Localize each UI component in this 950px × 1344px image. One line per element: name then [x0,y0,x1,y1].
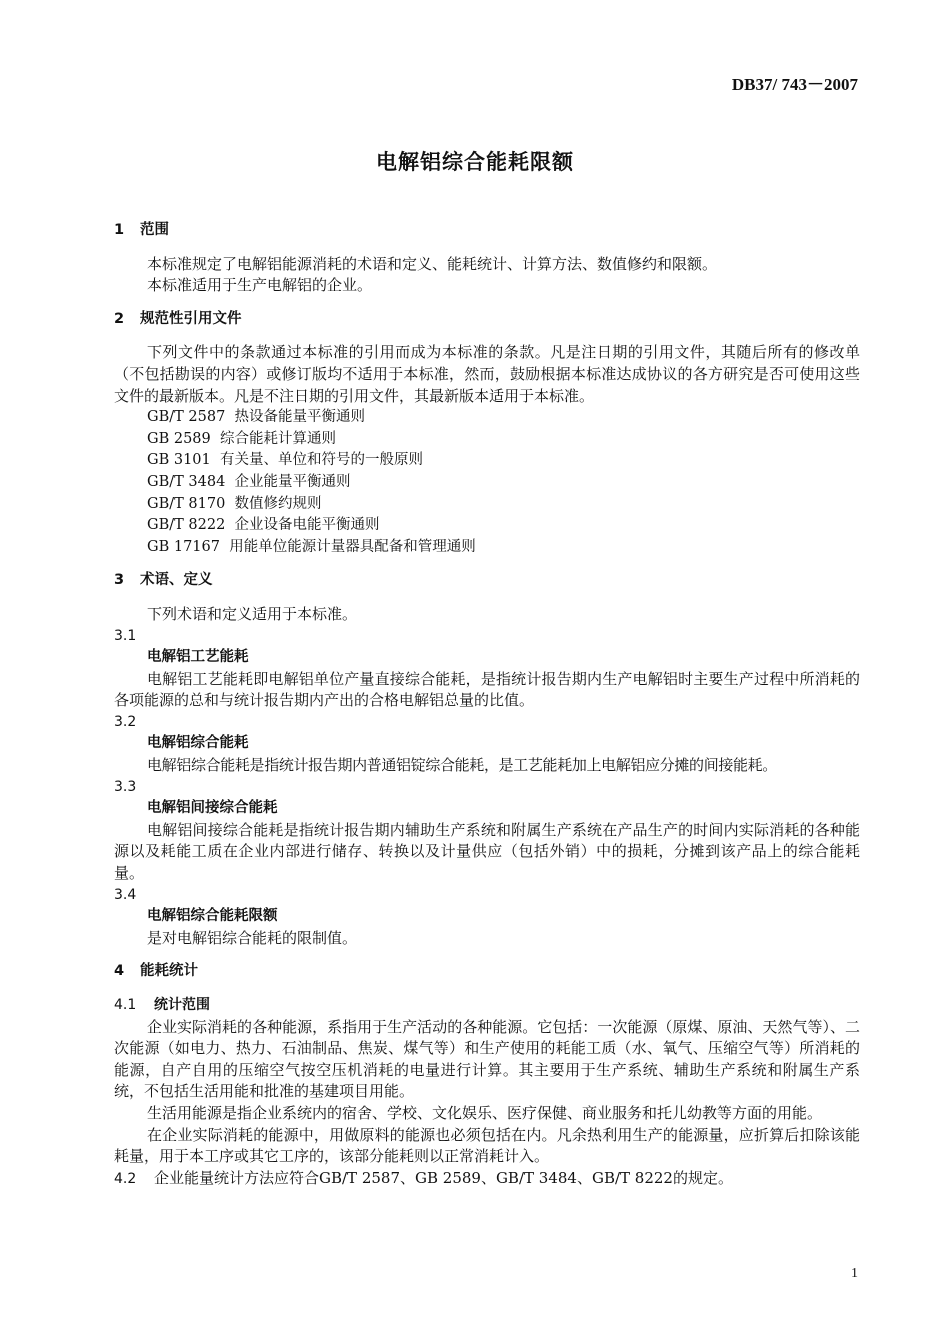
term-definition: 电解铝综合能耗是指统计报告期内普通铝锭综合能耗，是工艺能耗加上电解铝应分摊的间接能耗。 [147,756,777,775]
subsection-number: 4.2 [114,1170,137,1187]
reference-item: GB 3101 有关量、单位和符号的一般原则 [147,452,423,469]
reference-item: GB 17167 用能单位能源计量器具配备和管理通则 [147,538,476,555]
page-number: 1 [851,1266,858,1281]
term-name: 电解铝综合能耗 [147,735,249,752]
subsection-title: 统计范围 [154,997,210,1013]
term-name: 电解铝间接综合能耗 [147,800,278,817]
document-title: 电解铝综合能耗限额 [376,150,574,174]
subsection-4-2 [114,1168,860,1191]
term-definition: 电解铝间接综合能耗是指统计报告期内辅助生产系统和附属生产系统在产品生产的时间内实际消耗的各种能源以及耗能工质在企业内部进行储存、转换以及计量供应（包括外销）中的损耗，分摊到该产品上的综合能耗量。 [114,820,860,883]
term-name: 电解铝工艺能耗 [147,649,249,666]
subsection-4-1-heading [114,995,860,1017]
section-number: 3 [114,572,125,589]
section-1-heading [114,220,860,242]
reference-item: GB/T 2587 热设备能量平衡通则 [147,409,366,426]
reference-item: GB 2589 综合能耗计算通则 [147,430,336,447]
paragraph: 下列术语和定义适用于本标准。 [147,604,358,623]
section-2-heading [114,309,860,331]
term-definition: 电解铝工艺能耗即电解铝单位产量直接综合能耗，是指统计报告期内生产电解铝时主要生产过程中所消耗的各项能源的总和与统计报告期内产出的合格电解铝总量的比值。 [114,669,860,710]
paragraph: 在企业实际消耗的能源中，用做原料的能源也必须包括在内。凡余热利用生产的能源量，应折算后扣除该能耗量，用于本工序或其它工序的，该部分能耗则以正常消耗计入。 [114,1125,860,1166]
paragraph: 企业实际消耗的各种能源，系指用于生产活动的各种能源。它包括：一次能源（原煤、原油、天然气等）、二次能源（如电力、热力、石油制品、焦炭、煤气等）和生产使用的耗能工质（水、氧气、压缩空气等）所消耗的能源，自产自用的压缩空气按空压机消耗的电量进行计算。其主要用于生产系统、辅助生产系统和附属生产系统，不包括生活用能和批准的基建项目用能。 [114,1017,860,1101]
standard-code: DB37/ 743－2007 [731,75,858,94]
section-4-heading [114,961,860,983]
term-name: 电解铝综合能耗限额 [147,908,278,925]
paragraph: 本标准适用于生产电解铝的企业。 [147,276,373,295]
term-number: 3.2 [114,713,137,730]
term-number: 3.4 [114,886,137,903]
term-definition: 是对电解铝综合能耗的限制值。 [147,928,358,947]
section-title: 范围 [140,222,169,238]
subsection-number: 4.1 [114,997,137,1013]
paragraph: 本标准规定了电解铝能源消耗的术语和定义、能耗统计、计算方法、数值修约和限额。 [147,254,718,273]
reference-item: GB/T 8222 企业设备电能平衡通则 [147,517,380,534]
reference-item: GB/T 8170 数值修约规则 [147,495,322,512]
subsection-text: 企业能量统计方法应符合GB/T 2587、GB 2589、GB/T 3484、GB/T 8222的规定。 [154,1168,733,1187]
paragraph: 下列文件中的条款通过本标准的引用而成为本标准的条款。凡是注日期的引用文件，其随后所有的修改单（不包括勘误的内容）或修订版均不适用于本标准，然而，鼓励根据本标准达成协议的各方研究是否可使用这些文件的最新版本。凡是不注日期的引用文件，其最新版本适用于本标准。 [114,343,860,405]
section-number: 1 [114,222,125,238]
reference-item: GB/T 3484 企业能量平衡通则 [147,473,351,490]
section-number: 4 [114,963,125,980]
section-number: 2 [114,310,125,327]
section-title: 规范性引用文件 [140,310,242,327]
term-number: 3.1 [114,627,137,644]
paragraph: 生活用能源是指企业系统内的宿舍、学校、文化娱乐、医疗保健、商业服务和托儿幼教等方面的用能。 [147,1103,823,1122]
section-title: 术语、定义 [140,572,213,589]
section-3-heading [114,570,860,592]
document-body [114,220,860,1190]
term-number: 3.3 [114,778,137,795]
section-title: 能耗统计 [140,963,198,980]
